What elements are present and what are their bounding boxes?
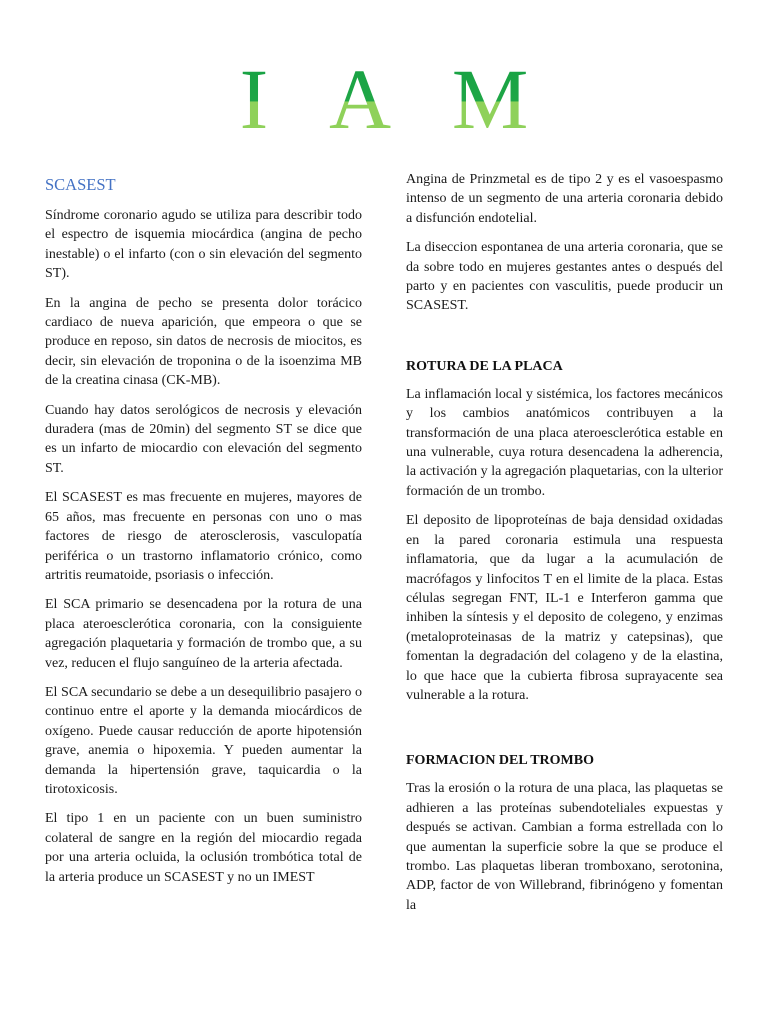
paragraph: El SCASEST es mas frecuente en mujeres, mayores de 65 años, mas frecuente en personas con uno o mas factores de riesgo de aterosclerosis, vasculopatía periférica o un trastorno inflamatorio crónico, como artritis reumatoide, psoriasis o infección. xyxy=(45,490,362,583)
paragraph: La diseccion espontanea de una arteria coronaria, que se da sobre todo en mujeres gestantes antes o después del parto y en pacientes con vasculitis, puede producir un SCASEST. xyxy=(406,240,723,314)
section-heading-scasest: SCASEST xyxy=(45,175,116,194)
section-heading-formacion-trombo: FORMACION DEL TROMBO xyxy=(406,753,594,769)
right-column xyxy=(406,170,723,925)
paragraph: El tipo 1 en un paciente con un buen suministro colateral de sangre en la región del miocardio regada por una arteria ocluida, la oclusión trombótica total de la arteria produce un SCASEST y no un IMEST xyxy=(45,811,362,885)
page-title: I A M xyxy=(0,50,768,148)
paragraph: Angina de Prinzmetal es de tipo 2 y es el vasoespasmo intenso de un segmento de una arteria coronaria debido a disfunción endotelial. xyxy=(406,172,723,226)
left-column xyxy=(45,170,362,897)
paragraph: Tras la erosión o la rotura de una placa, las plaquetas se adhieren a las proteínas subendoteliales expuestas y después se activan. Cambian a forma estrellada con lo que aumentan la superficie sobre la que se produce el trombo. Las plaquetas liberan tromboxano, serotonina, ADP, factor de von Willebrand, fibrinógeno y fomentan la xyxy=(406,781,723,913)
paragraph: El SCA secundario se debe a un desequilibrio pasajero o continuo entre el aporte y la demanda miocárdicos de oxígeno. Puede causar reducción de aporte hipotensión grave, anemia o hipoxemia. Y pueden aumentar la demanda la hipertensión grave, taquicardia o la tirotoxicosis. xyxy=(45,684,362,797)
section-heading-rotura-placa: ROTURA DE LA PLACA xyxy=(406,358,563,374)
paragraph: La inflamación local y sistémica, los factores mecánicos y los cambios anatómicos contribuyen a la transformación de una placa ateroesclerótica estable en una vulnerable, cuya rotura desencadena la adherencia, la activación y la agregación plaquetarias, con la ulterior formación de un trombo. xyxy=(406,386,723,499)
paragraph: El deposito de lipoproteínas de baja densidad oxidadas en la pared coronaria estimula una respuesta inflamatoria, que da lugar a la acumulación de macrófagos y linfocitos T en el limite de la placa. Estas células segregan FNT, IL-1 e Interferon gamma que inhiben la síntesis y el deposito de colegeno, y enzimas (metaloproteinasas de la matriz y catepsinas), que fomentan la degradación del colageno y de la elastina, lo que hace que la cubierta fibrosa suprayacente sea vulnerable a la rotura. xyxy=(406,513,723,703)
paragraph: Cuando hay datos serológicos de necrosis y elevación duradera (mas de 20min) del segmento ST se dice que es un infarto de miocardio con elevación del segmento ST. xyxy=(45,402,362,476)
paragraph: En la angina de pecho se presenta dolor torácico cardiaco de nueva aparición, que empeora o que se produce en reposo, sin datos de necrosis de miocitos, es decir, sin elevación de troponina o de la isoenzima MB de la creatina cinasa (CK-MB). xyxy=(45,295,362,389)
paragraph: Síndrome coronario agudo se utiliza para describir todo el espectro de isquemia miocárdica (angina de pecho inestable) o el infarto (con o sin elevación del segmento ST). xyxy=(45,208,362,282)
paragraph: El SCA primario se desencadena por la rotura de una placa ateroesclerótica coronaria, con la consiguiente agregación plaquetaria y formación de trombo que, a su vez, reducen el flujo sanguíneo de la arteria afectada. xyxy=(45,597,362,671)
